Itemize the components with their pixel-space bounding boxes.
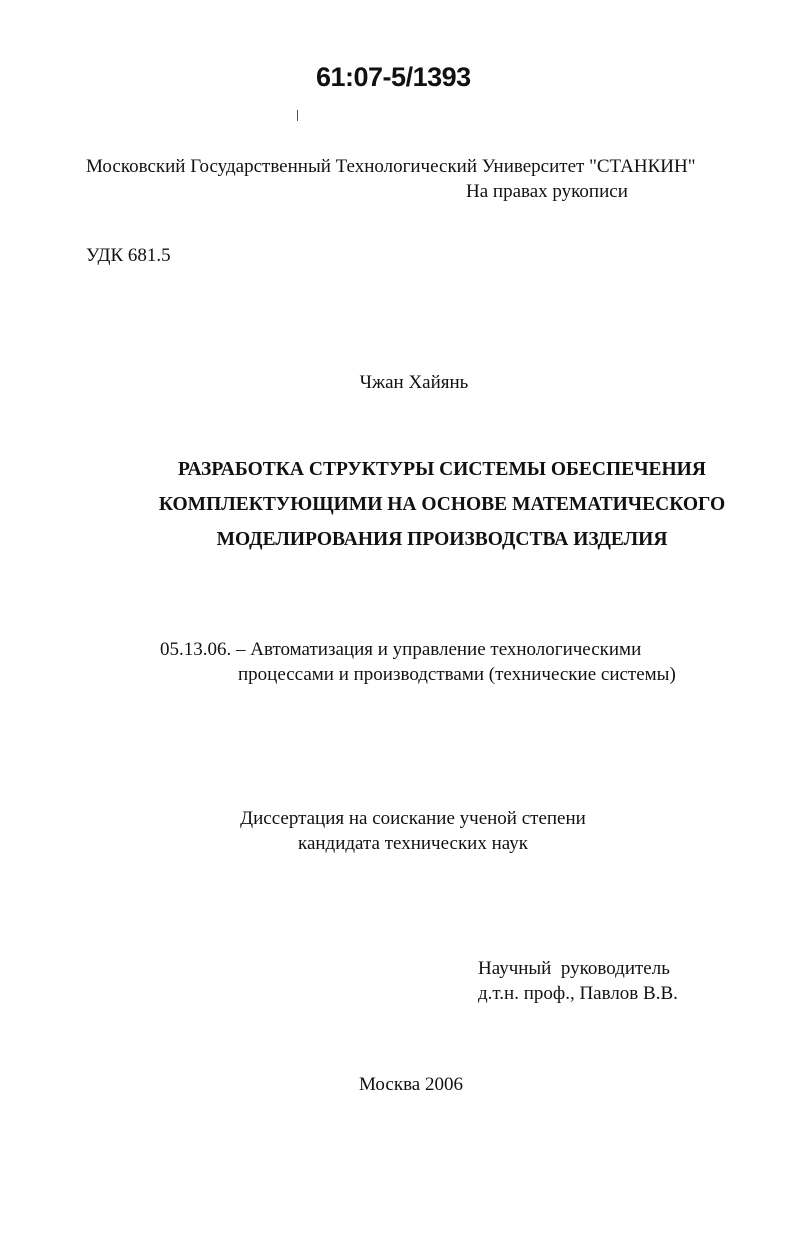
supervisor-role: Научный руководитель (478, 958, 670, 979)
supervisor-name: д.т.н. проф., Павлов В.В. (478, 983, 678, 1004)
title-line-3: МОДЕЛИРОВАНИЯ ПРОИЗВОДСТВА ИЗДЕЛИЯ (216, 529, 668, 550)
scan-mark (297, 110, 298, 121)
dissertation-title (0, 452, 798, 557)
specialty-line-2: процессами и производствами (технические системы) (238, 664, 676, 685)
title-line-1: РАЗРАБОТКА СТРУКТУРЫ СИСТЕМЫ ОБЕСПЕЧЕНИЯ (178, 459, 706, 480)
university-name: Московский Государственный Технологический Университет "СТАНКИН" (86, 156, 696, 177)
author-name: Чжан Хайянь (359, 372, 469, 393)
archive-code: 61:07-5/1393 (316, 62, 471, 92)
degree-statement (0, 806, 798, 856)
udk-code: УДК 681.5 (86, 245, 171, 266)
degree-line-1: Диссертация на соискание ученой степени (240, 808, 586, 829)
specialty-line-1: 05.13.06. – Автоматизация и управление технологическими (160, 639, 642, 660)
rights-notice: На правах рукописи (466, 181, 628, 202)
degree-line-2: кандидата технических наук (298, 833, 528, 854)
city-year: Москва 2006 (359, 1074, 463, 1095)
title-line-2: КОМПЛЕКТУЮЩИМИ НА ОСНОВЕ МАТЕМАТИЧЕСКОГО (158, 494, 726, 515)
